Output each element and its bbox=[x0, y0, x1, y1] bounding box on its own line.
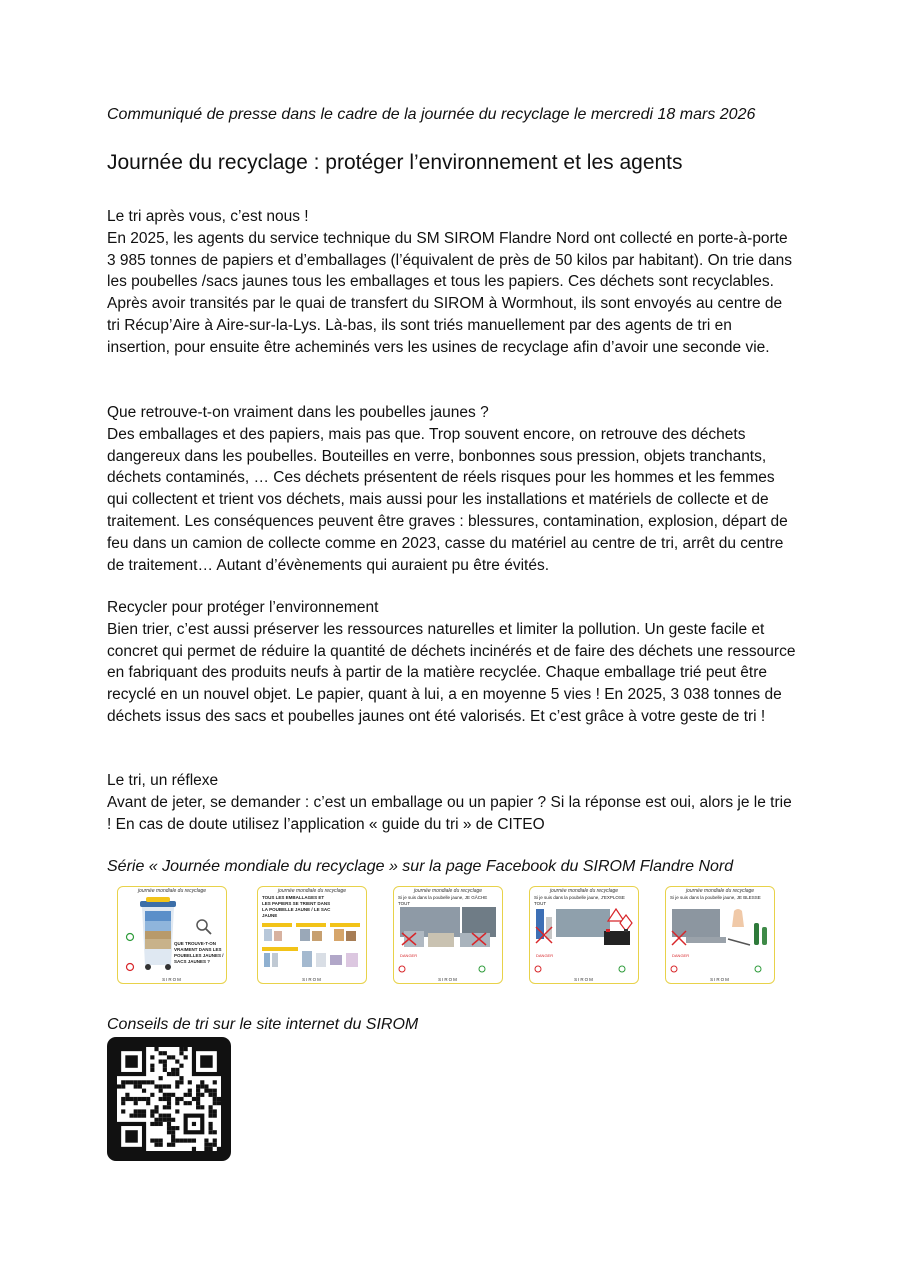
thumbnail-text: Si je suis dans la poubelle jaune, J'EXPLOSE TOUT bbox=[534, 895, 625, 906]
press-release-intro: Communiqué de presse dans le cadre de la journée du recyclage le mercredi 18 mars 2026 bbox=[107, 106, 756, 123]
section-heading: Le tri, un réflexe bbox=[107, 772, 219, 789]
qr-code-icon bbox=[117, 1047, 221, 1151]
facebook-thumbnail[interactable] bbox=[393, 886, 503, 984]
thumbnail-footer: SIROM bbox=[162, 977, 182, 982]
svg-text:DANGER: DANGER bbox=[400, 953, 418, 958]
facebook-thumbnail[interactable] bbox=[257, 886, 367, 984]
section-text: Des emballages et des papiers, mais pas que. Trop souvent encore, on retrouve des déchets dangereux dans les poubelles. Bouteilles en verre, bonbonnes sous pression, objets tranchants, déchets contaminés, … Ces déchets présentent de réels risques pour les hommes et les femmes qui collectent et trient vos déchets, mais aussi pour les installations et matériels de collecte et de traitement. Les conséquences peuvent être graves : blessures, contamination, explosion, départ de feu dans un camion de collecte comme en 2023, casse du matériel au centre de tri, arrêt du centre de traitement… Autant d’évènements qui auraient pu être évités. bbox=[107, 425, 788, 574]
qr-code[interactable] bbox=[107, 1037, 231, 1161]
section-heading: Le tri après vous, c’est nous ! bbox=[107, 208, 309, 225]
thumbnail-footer: SIROM bbox=[302, 977, 322, 982]
svg-text:DANGER: DANGER bbox=[536, 953, 554, 958]
website-caption: Conseils de tri sur le site internet du SIROM bbox=[107, 1016, 419, 1033]
facebook-series-caption: Série « Journée mondiale du recyclage » sur la page Facebook du SIROM Flandre Nord bbox=[107, 858, 734, 875]
section-tri-reflexe bbox=[107, 770, 797, 835]
facebook-thumbnail[interactable] bbox=[665, 886, 775, 984]
page-title: Journée du recyclage : protéger l’environnement et les agents bbox=[107, 151, 683, 174]
thumbnail-text: QUE TROUVE-T-ON VRAIMENT DANS LES POUBELLES JAUNES / SACS JAUNES ? bbox=[174, 941, 224, 964]
thumbnail-footer: SIROM bbox=[438, 977, 458, 982]
section-text bbox=[107, 228, 797, 359]
section-recycler-environnement bbox=[107, 597, 797, 728]
section-text-emphasis: tous les emballages et tous les papiers bbox=[292, 273, 560, 291]
thumbnail-header: journée mondiale du recyclage bbox=[685, 888, 755, 894]
thumbnail-header: journée mondiale du recyclage bbox=[277, 888, 347, 894]
thumbnail-header: journée mondiale du recyclage bbox=[549, 888, 619, 894]
thumbnail-header: journée mondiale du recyclage bbox=[413, 888, 483, 894]
section-text-part: En 2025, les agents du service technique du SM SIROM Flandre Nord ont collecté en porte-à-porte 3 985 tonnes de papiers et d’emballages (l’équivalent de près de 50 kilos par habitant). On trie dans les poubelles /sacs jaunes bbox=[107, 229, 793, 291]
thumbnail-text: Si je suis dans la poubelle jaune, JE BLESSE bbox=[670, 895, 761, 900]
section-heading: Que retrouve-t-on vraiment dans les poubelles jaunes ? bbox=[107, 404, 489, 421]
thumbnail-footer: SIROM bbox=[574, 977, 594, 982]
section-text: Avant de jeter, se demander : c’est un emballage ou un papier ? Si la réponse est oui, alors je le trie ! En cas de doute utilisez l’application « guide du tri » de CITEO bbox=[107, 793, 792, 833]
section-tri-apres-vous bbox=[107, 206, 797, 359]
section-poubelles-jaunes bbox=[107, 402, 797, 576]
thumbnail-footer: SIROM bbox=[710, 977, 730, 982]
svg-text:DANGER: DANGER bbox=[672, 953, 690, 958]
section-text: Bien trier, c’est aussi préserver les ressources naturelles et limiter la pollution. Un geste facile et concret qui permet de réduire la quantité de déchets incinérés et de faire des déchets une ressource en fabriquant des produits neufs à partir de la matière recyclée. Chaque emballage trié peut être recyclé en un nouvel objet. Le papier, quant à lui, a en moyenne 5 vies ! En 2025, 3 038 tonnes de déchets issus des sacs et poubelles jaunes ont été valorisés. Et c’est grâce à votre geste de tri ! bbox=[107, 620, 796, 725]
thumbnail-text: TOUS LES EMBALLAGES ET LES PAPIERS SE TRIENT DANS LA POUBELLE JAUNE / LE SAC JAUNE bbox=[262, 895, 331, 918]
thumbnail-text: Si je suis dans la poubelle jaune, JE GÂCHE TOUT bbox=[398, 895, 488, 906]
facebook-thumbnail[interactable] bbox=[117, 886, 227, 984]
facebook-thumbnail[interactable] bbox=[529, 886, 639, 984]
facebook-thumbnail-strip bbox=[117, 886, 783, 986]
section-text-part: . Ces déchets sont recyclables. Après avoir transités par le quai de transfert du SIROM à Wormhout, ils sont envoyés au centre de tri Récup’Aire à Aire-sur-la-Lys. Là-bas, ils sont triés manuellement par des agents de tri en insertion, pour ensuite être acheminés vers les usines de recyclage afin d’avoir une seconde vie. bbox=[107, 273, 783, 356]
section-heading: Recycler pour protéger l’environnement bbox=[107, 599, 379, 616]
thumbnail-header: journée mondiale du recyclage bbox=[137, 888, 207, 894]
